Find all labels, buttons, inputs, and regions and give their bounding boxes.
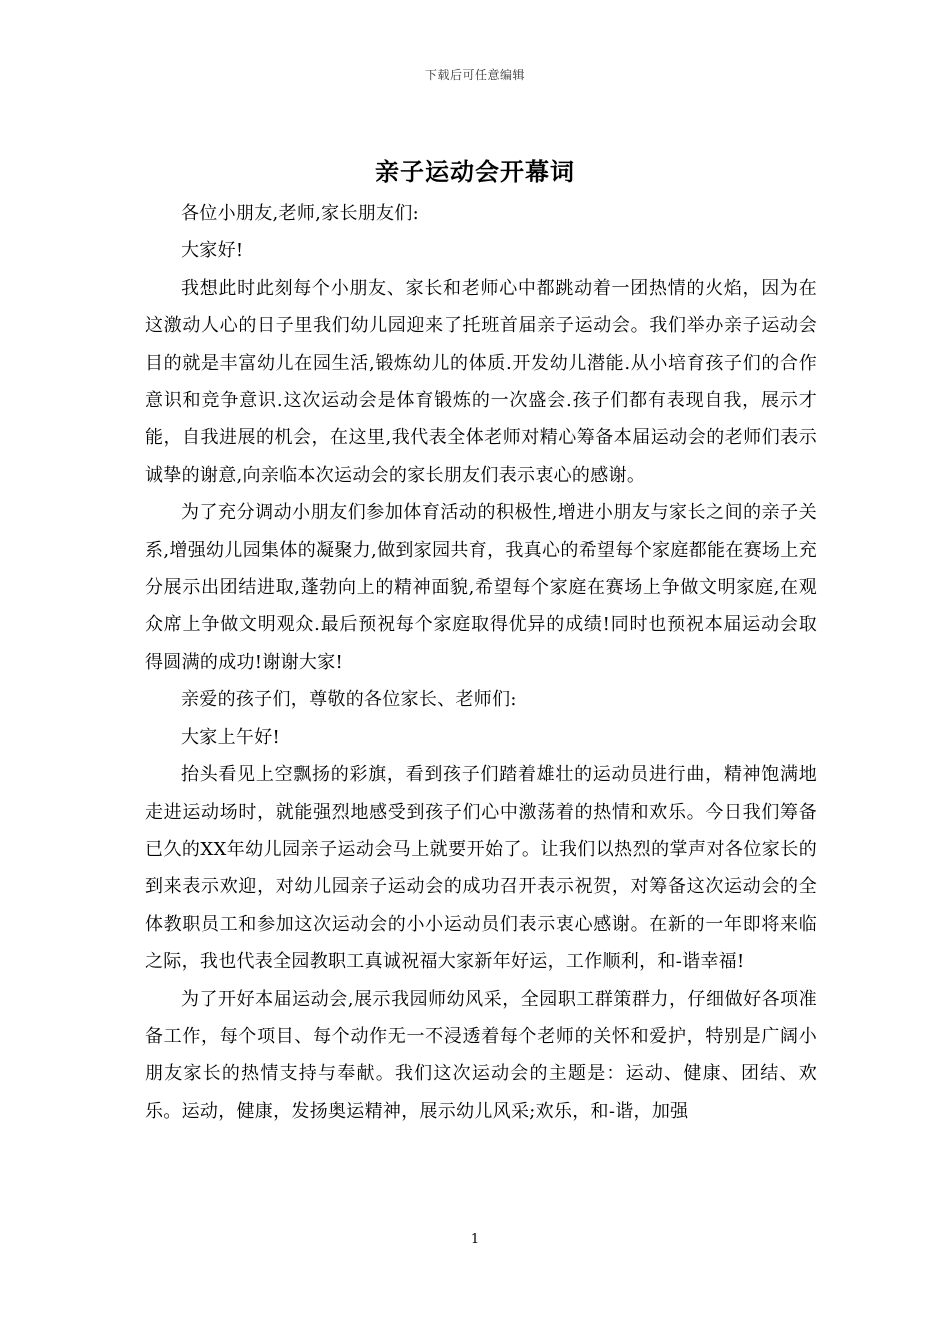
paragraph-greeting: 各位小朋友,老师,家长朋友们: (181, 203, 420, 224)
document-body (145, 195, 817, 1130)
document-title: 亲子运动会开幕词 (375, 157, 575, 186)
paragraph: 抬头看见上空飘扬的彩旗，看到孩子们踏着雄壮的运动员进行曲，精神饱满地走进运动场时，就能强烈地感受到孩子们心中激荡着的热情和欢乐。今日我们筹备已久的XX年幼儿园亲子运动会马上就要开始了。让我们以热烈的掌声对各位家长的到来表示欢迎，对幼儿园亲子运动会的成功召开表示祝贺，对筹备这次运动会的全体教职员工和参加这次运动会的小小运动员们表示衷心感谢。在新的一年即将来临之际，我也代表全园教职工真诚祝福大家新年好运，工作顺利，和-谐幸福! (145, 764, 817, 973)
page-number: 1 (470, 1232, 480, 1247)
header-note: 下载后可任意编辑 (424, 68, 525, 82)
paragraph-hello: 大家上午好! (181, 726, 281, 748)
paragraph-hello: 大家好! (181, 240, 244, 262)
paragraph: 为了开好本届运动会,展示我园师幼风采，全园职工群策群力，仔细做好各项准备工作，每个项目、每个动作无一不浸透着每个老师的关怀和爱护，特别是广阔小朋友家长的热情支持与奉献。我们这次运动会的主题是：运动、健康、团结、欢乐。运动，健康，发扬奥运精神，展示幼儿风采;欢乐，和-谐，加强 (145, 988, 817, 1122)
paragraph: 为了充分调动小朋友们参加体育活动的积极性,增进小朋友与家长之间的亲子关系,增强幼儿园集体的凝聚力,做到家园共育，我真心的希望每个家庭都能在赛场上充分展示出团结进取,蓬勃向上的精神面貌,希望每个家庭在赛场上争做文明家庭,在观众席上争做文明观众.最后预祝每个家庭取得优异的成绩!同时也预祝本届运动会取得圆满的成功!谢谢大家! (145, 502, 817, 673)
paragraph-greeting: 亲爱的孩子们，尊敬的各位家长、老师们: (181, 689, 517, 711)
paragraph: 我想此时此刻每个小朋友、家长和老师心中都跳动着一团热情的火焰，因为在这激动人心的日子里我们幼儿园迎来了托班首届亲子运动会。我们举办亲子运动会目的就是丰富幼儿在园生活,锻炼幼儿的体质.开发幼儿潜能.从小培育孩子们的合作意识和竞争意识.这次运动会是体育锻炼的一次盛会.孩子们都有表现自我，展示才能，自我进展的机会，在这里,我代表全体老师对精心筹备本届运动会的老师们表示诚挚的谢意,向亲临本次运动会的家长朋友们表示衷心的感谢。 (145, 277, 817, 486)
